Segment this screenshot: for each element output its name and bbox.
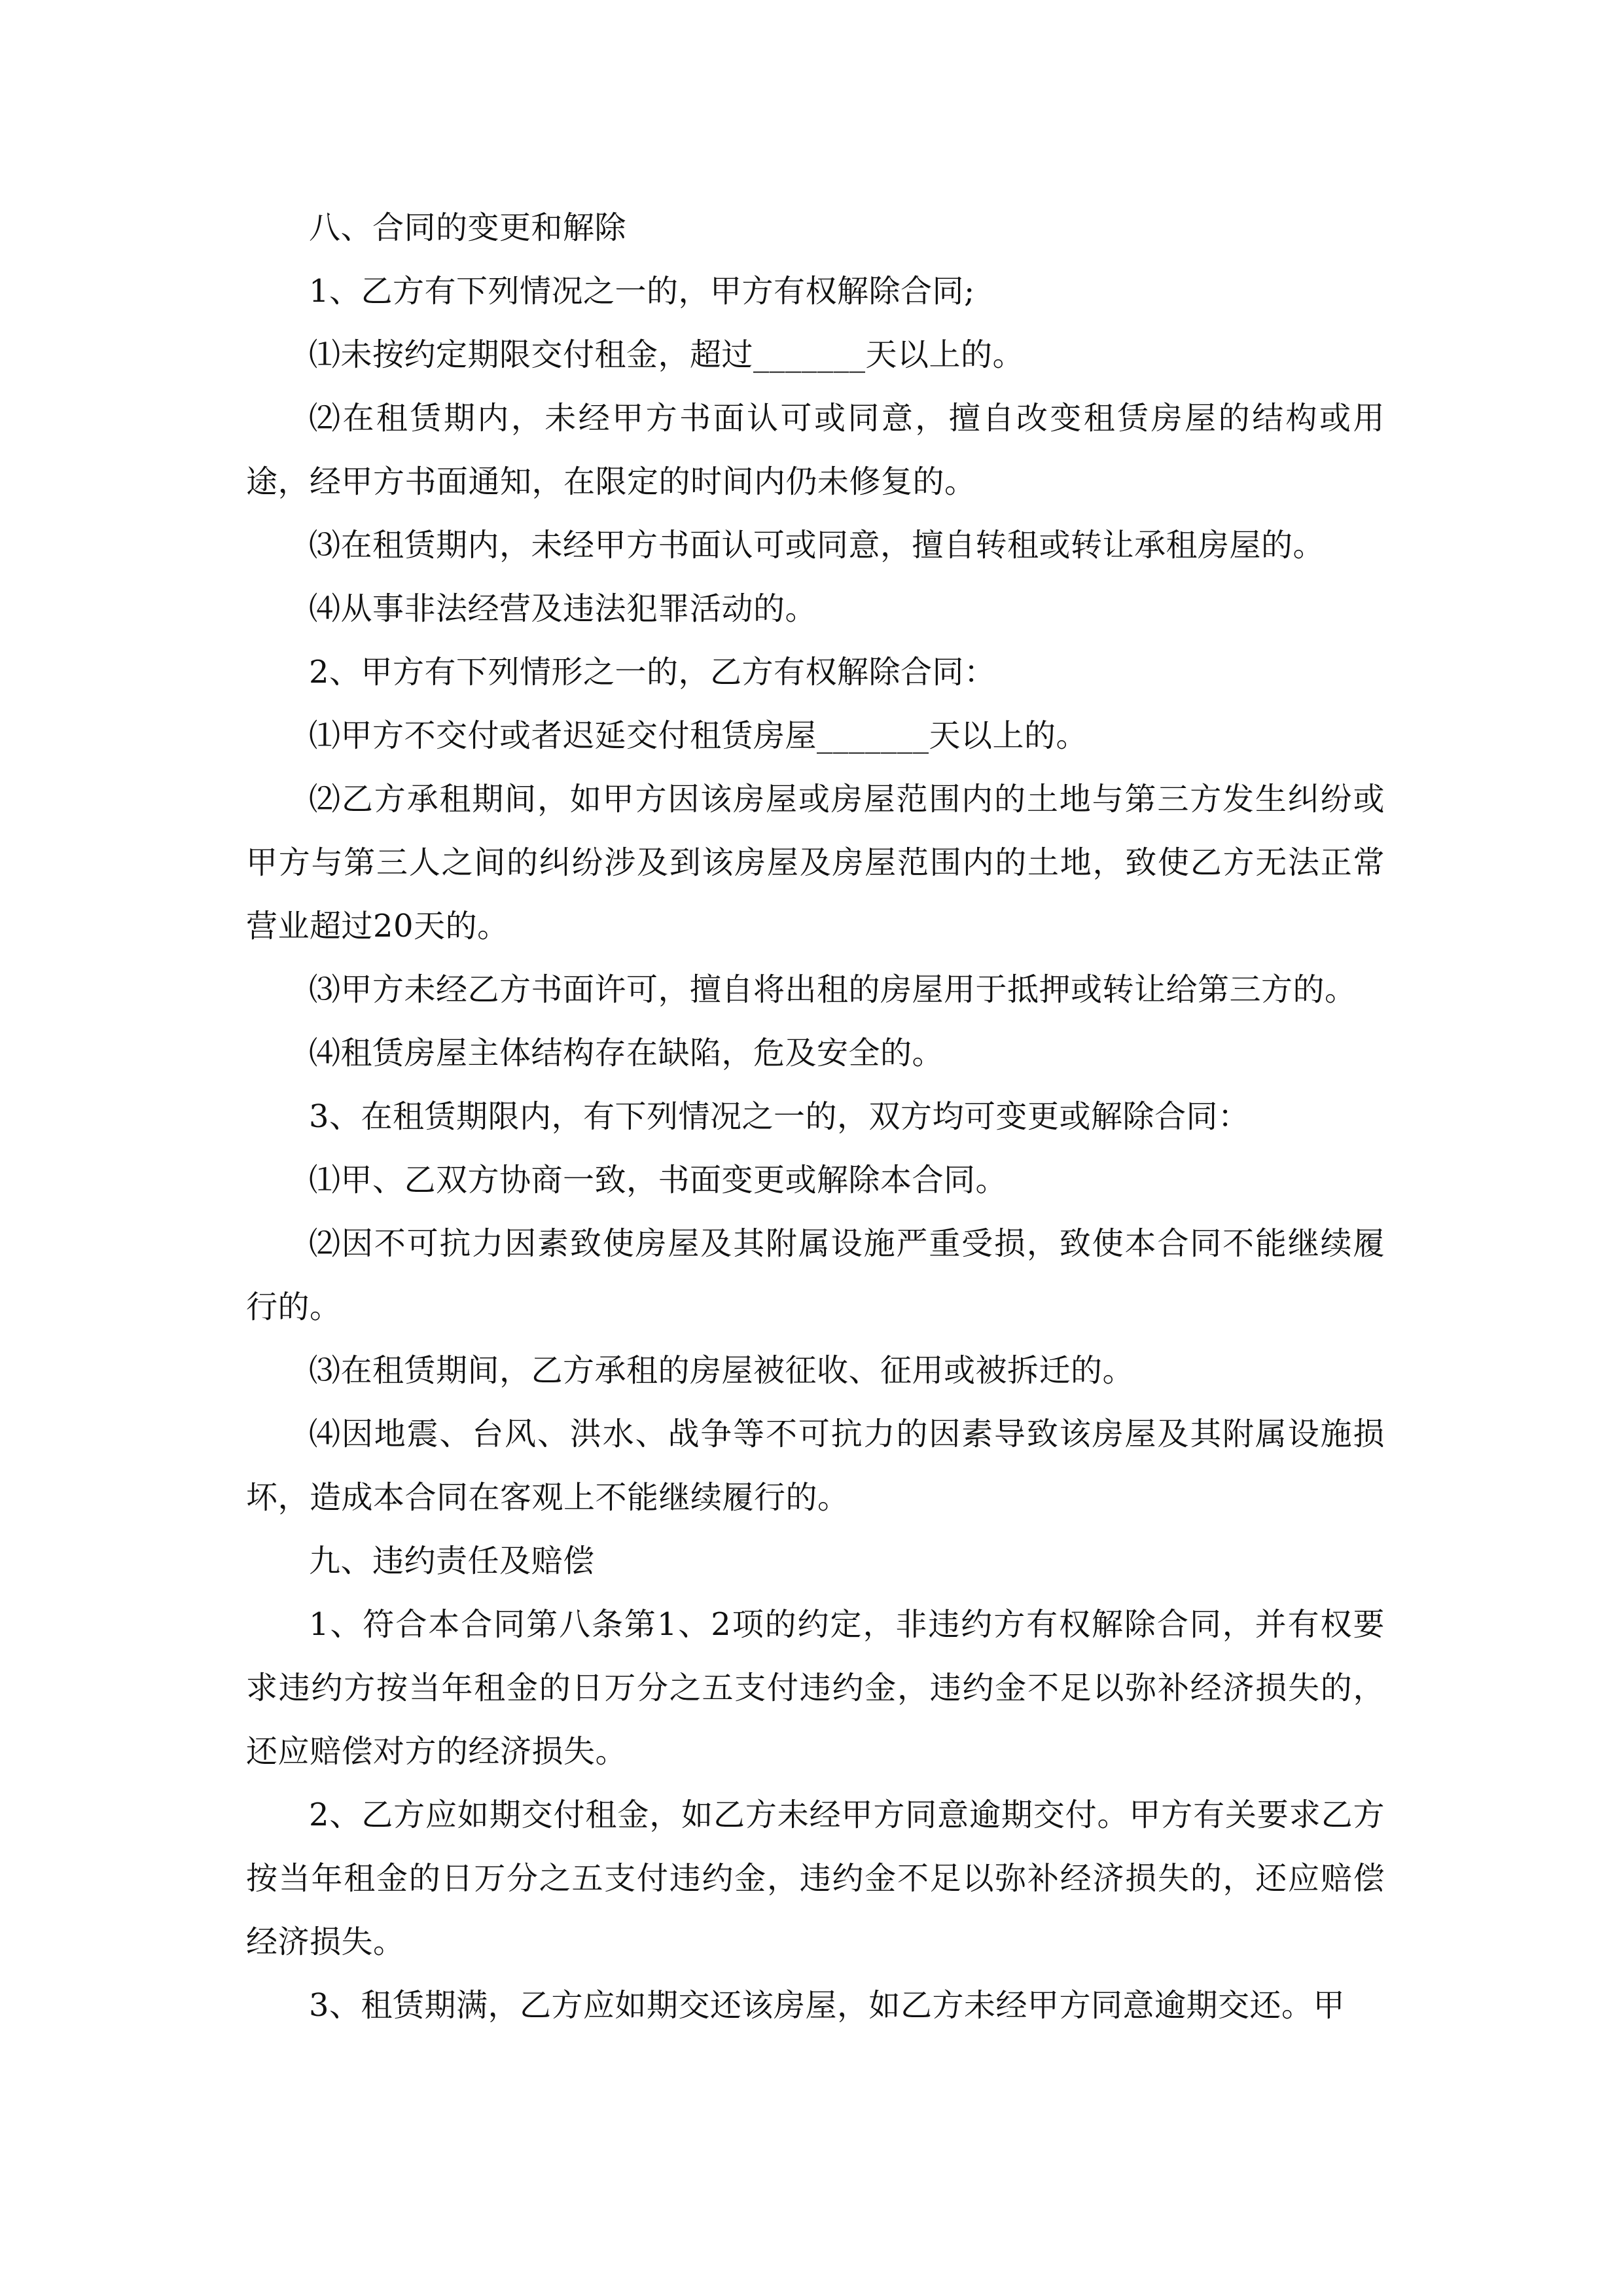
paragraph: ⑵因不可抗力因素致使房屋及其附属设施严重受损，致使本合同不能继续履行的。 — [246, 1225, 1385, 1325]
paragraph: 3、在租赁期限内，有下列情况之一的，双方均可变更或解除合同： — [309, 1098, 1250, 1135]
paragraph: ⑶甲方未经乙方书面许可，擅自将出租的房屋用于抵押或转让给第三方的。 — [309, 971, 1357, 1008]
paragraph: 2、甲方有下列情形之一的，乙方有权解除合同： — [309, 654, 996, 691]
paragraph: 3、租赁期满，乙方应如期交还该房屋，如乙方未经甲方同意逾期交还。甲 — [309, 1987, 1346, 2024]
paragraph: ⑴甲方不交付或者迟延交付租赁房屋_______天以上的。 — [309, 717, 1088, 754]
paragraph: ⑶在租赁期内，未经甲方书面认可或同意，擅自转租或转让承租房屋的。 — [309, 527, 1325, 564]
paragraph: ⑴甲、乙双方协商一致，书面变更或解除本合同。 — [309, 1162, 1008, 1198]
paragraph: ⑷从事非法经营及违法犯罪活动的。 — [309, 590, 817, 627]
section-heading-8: 八、合同的变更和解除 — [309, 209, 627, 246]
paragraph: ⑴未按约定期限交付租金，超过_______天以上的。 — [309, 336, 1025, 373]
section-heading-9: 九、违约责任及赔偿 — [309, 1543, 595, 1579]
paragraph: ⑷因地震、台风、洪水、战争等不可抗力的因素导致该房屋及其附属设施损坏，造成本合同在客观上不能继续履行的。 — [246, 1416, 1385, 1516]
paragraph: 2、乙方应如期交付租金，如乙方未经甲方同意逾期交付。甲方有关要求乙方按当年租金的日万分之五支付违约金，违约金不足以弥补经济损失的，还应赔偿经济损失。 — [246, 1797, 1385, 1960]
paragraph: ⑶在租赁期间，乙方承租的房屋被征收、征用或被拆迁的。 — [309, 1352, 1135, 1389]
paragraph: ⑵乙方承租期间，如甲方因该房屋或房屋范围内的土地与第三方发生纠纷或甲方与第三人之间的纠纷涉及到该房屋及房屋范围内的土地，致使乙方无法正常营业超过20天的。 — [246, 781, 1385, 944]
document-body — [246, 196, 1385, 2037]
paragraph: ⑷租赁房屋主体结构存在缺陷，危及安全的。 — [309, 1035, 944, 1071]
paragraph: 1、符合本合同第八条第1、2项的约定，非违约方有权解除合同，并有权要求违约方按当年租金的日万分之五支付违约金，违约金不足以弥补经济损失的，还应赔偿对方的经济损失。 — [246, 1606, 1385, 1770]
paragraph: 1、乙方有下列情况之一的，甲方有权解除合同; — [309, 273, 975, 310]
paragraph: ⑵在租赁期内，未经甲方书面认可或同意，擅自改变租赁房屋的结构或用途，经甲方书面通知，在限定的时间内仍未修复的。 — [246, 400, 1385, 500]
